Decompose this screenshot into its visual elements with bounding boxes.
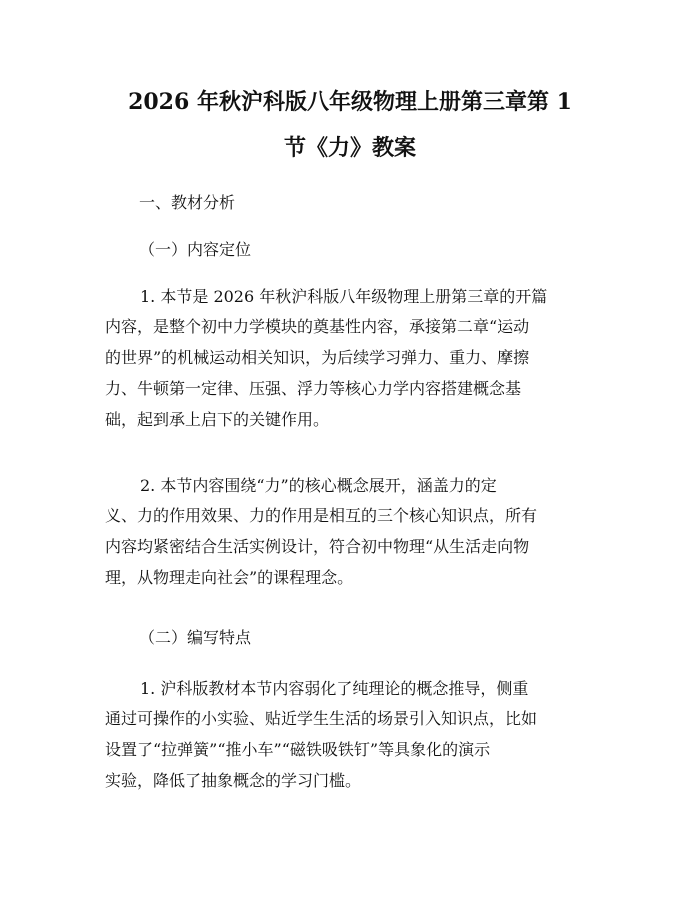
paragraph-line: 通过可操作的小实验、贴近学生生活的场景引入知识点，比如	[105, 709, 538, 728]
document-title-line-1: 2026 年秋沪科版八年级物理上册第三章第 1	[128, 89, 572, 115]
paragraph-line: 实验，降低了抽象概念的学习门槛。	[105, 771, 362, 790]
paragraph-line: 1. 本节是 2026 年秋沪科版八年级物理上册第三章的开篇	[140, 287, 548, 306]
paragraph-line: 础，起到承上启下的关键作用。	[105, 410, 330, 429]
subsection-heading-content-positioning: （一）内容定位	[139, 240, 252, 259]
paragraph-line: 的世界”的机械运动相关知识，为后续学习弹力、重力、摩擦	[105, 348, 530, 367]
document-title-line-2: 节《力》教案	[283, 135, 416, 161]
paragraph-line: 设置了“拉弹簧”“推小车”“磁铁吸铁钉”等具象化的演示	[105, 740, 491, 759]
paragraph-line: 2. 本节内容围绕“力”的核心概念展开，涵盖力的定	[140, 476, 497, 495]
paragraph-line: 力、牛顿第一定律、压强、浮力等核心力学内容搭建概念基	[105, 379, 522, 398]
paragraph-line: 义、力的作用效果、力的作用是相互的三个核心知识点，所有	[105, 506, 538, 525]
paragraph-line: 理，从物理走向社会”的课程理念。	[105, 568, 354, 587]
subsection-heading-writing-features: （二）编写特点	[139, 628, 252, 647]
paragraph-line: 内容均紧密结合生活实例设计，符合初中物理“从生活走向物	[105, 537, 530, 556]
section-heading-textbook-analysis: 一、教材分析	[139, 193, 236, 212]
paragraph-line: 1. 沪科版教材本节内容弱化了纯理论的概念推导，侧重	[140, 679, 529, 698]
paragraph-line: 内容，是整个初中力学模块的奠基性内容，承接第二章“运动	[105, 317, 530, 336]
